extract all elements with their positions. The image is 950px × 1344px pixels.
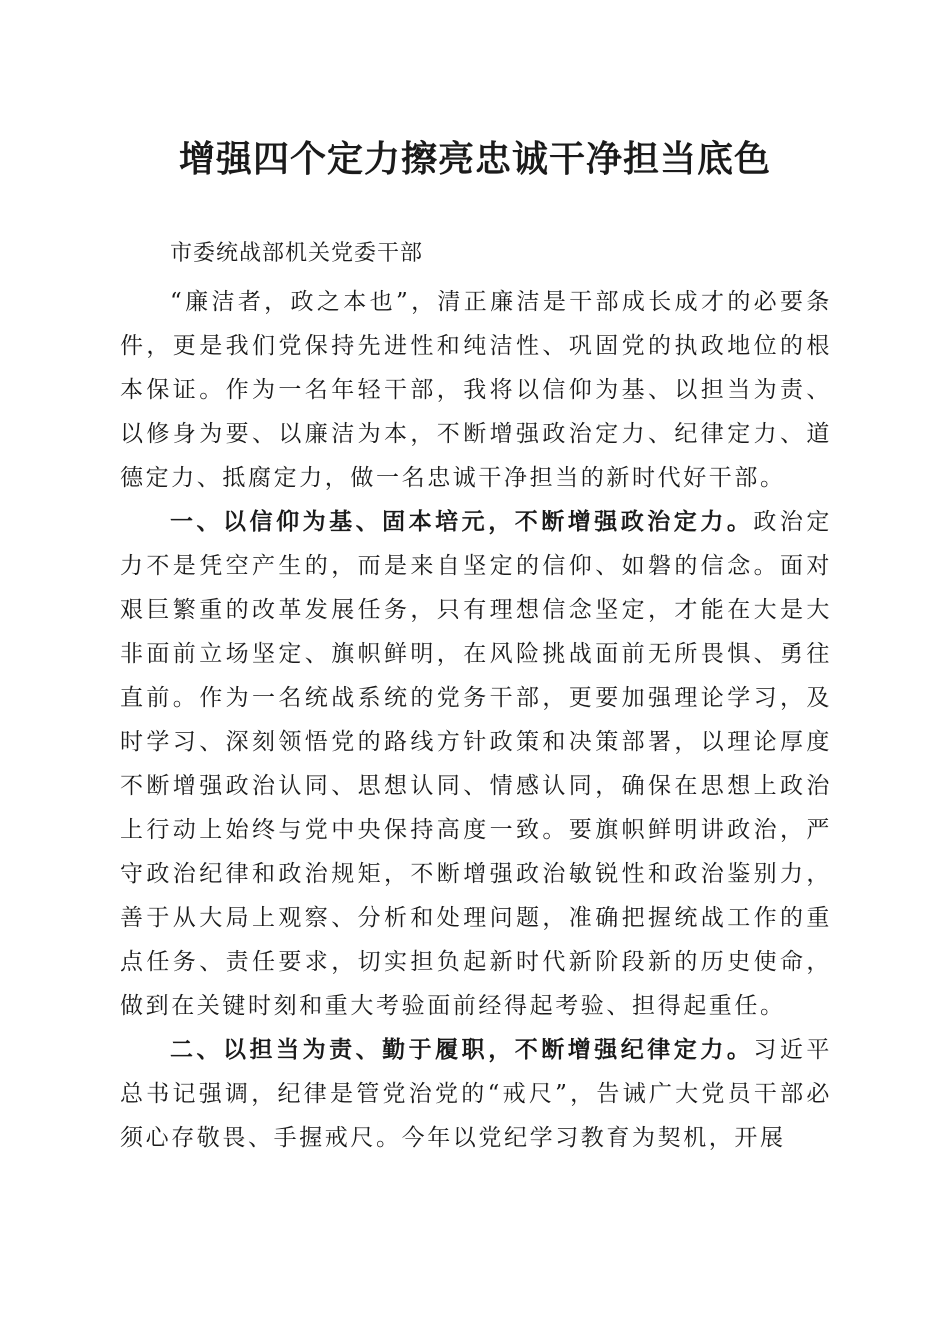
section-heading-1: 一、以信仰为基、固本培元，不断增强政治定力。	[170, 509, 754, 535]
document-title: 增强四个定力擦亮忠诚干净担当底色	[178, 138, 771, 180]
section-text-1: 政治定力不是凭空产生的，而是来自坚定的信仰、如磐的信念。面对艰巨繁重的改革发展任务，只有理想信念坚定，才能在大是大非面前立场坚定、旗帜鲜明，在风险挑战面前无所畏惧、勇往直前。作为一名统战系统的党务干部，更要加强理论学习，及时学习、深刻领悟党的路线方针政策和决策部署，以理论厚度不断增强政治认同、思想认同、情感认同，确保在思想上政治上行动上始终与党中央保持高度一致。要旗帜鲜明讲政治，严守政治纪律和政治规矩，不断增强政治敏锐性和政治鉴别力，善于从大局上观察、分析和处理问题，准确把握统战工作的重点任务、责任要求，切实担负起新时代新阶段新的历史使命，做到在关键时刻和重大考验面前经得起考验、担得起重任。	[120, 509, 832, 1019]
document-body	[120, 280, 832, 1160]
section-text-2: 习近平总书记强调，纪律是管党治党的“戒尺”，告诫广大党员干部必须心存敬畏、手握戒尺。今年以党纪学习教育为契机，开展	[120, 1037, 832, 1151]
section-paragraph-1	[120, 500, 832, 1028]
author-line: 市委统战部机关党委干部	[170, 241, 424, 266]
section-paragraph-2	[120, 1028, 832, 1160]
section-heading-2: 二、以担当为责、勤于履职，不断增强纪律定力。	[170, 1037, 754, 1063]
intro-paragraph: “廉洁者，政之本也”，清正廉洁是干部成长成才的必要条件，更是我们党保持先进性和纯洁性、巩固党的执政地位的根本保证。作为一名年轻干部，我将以信仰为基、以担当为责、以修身为要、以廉洁为本，不断增强政治定力、纪律定力、道德定力、抵腐定力，做一名忠诚干净担当的新时代好干部。	[120, 289, 832, 491]
